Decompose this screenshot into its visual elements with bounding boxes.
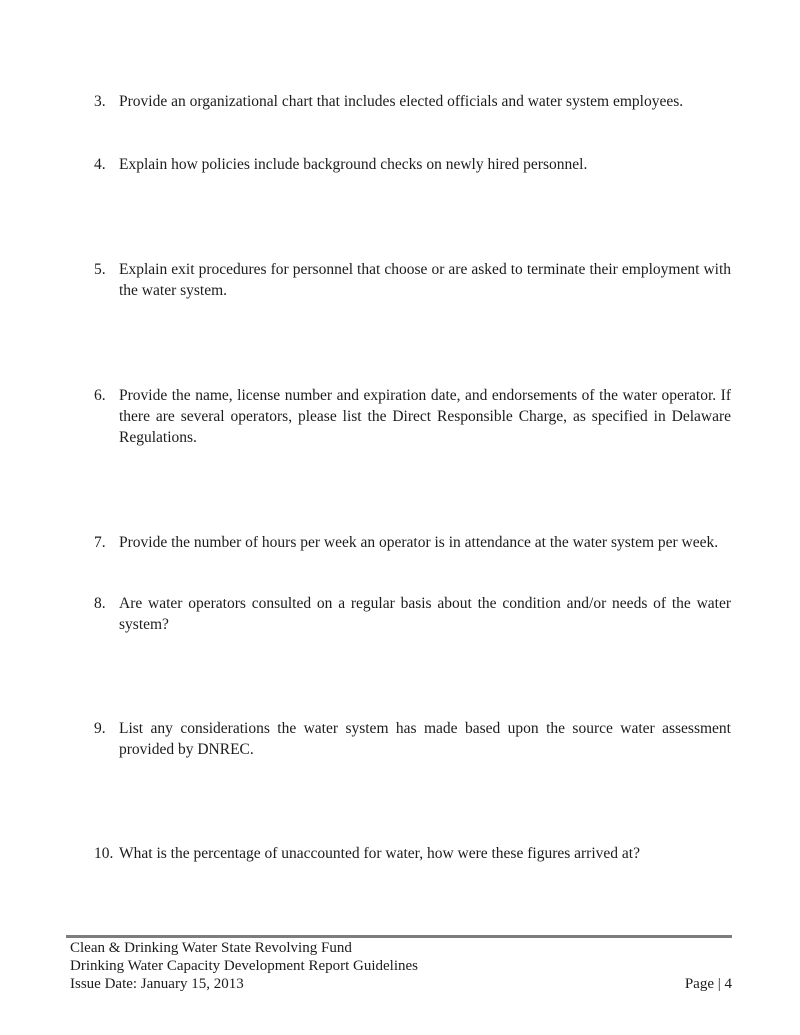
- list-item-number: 3.: [94, 93, 106, 110]
- list-item-number: 4.: [94, 156, 106, 173]
- footer-divider: [66, 935, 732, 938]
- list-item: [94, 593, 731, 635]
- list-item-text: What is the percentage of unaccounted for water, how were these figures arrived at?: [119, 845, 640, 862]
- list-item-number: 9.: [94, 720, 106, 737]
- list-item: [94, 718, 731, 760]
- list-item-number: 6.: [94, 387, 106, 404]
- list-item-number: 10.: [94, 845, 114, 862]
- footer-page-number: Page | 4: [684, 976, 732, 992]
- footer-issue-date: Issue Date: January 15, 2013: [70, 976, 244, 992]
- list-item-text: Explain how policies include background checks on newly hired personnel.: [119, 156, 588, 173]
- list-item-text: Are water operators consulted on a regular basis about the condition and/or needs of the water system?: [119, 595, 731, 633]
- list-item: [94, 91, 731, 112]
- footer: [70, 939, 630, 993]
- list-item: [94, 532, 731, 553]
- list-item: [94, 154, 731, 175]
- list-item-text: Provide an organizational chart that includes elected officials and water system employees.: [119, 93, 684, 110]
- list-item: [94, 843, 731, 864]
- list-item-text: Provide the number of hours per week an operator is in attendance at the water system per week.: [119, 534, 719, 551]
- footer-fund-name: Clean & Drinking Water State Revolving Fund: [70, 940, 352, 956]
- list-item-text: Explain exit procedures for personnel that choose or are asked to terminate their employment with the water system.: [119, 261, 731, 299]
- list-item-number: 5.: [94, 261, 106, 278]
- list-item-text: Provide the name, license number and expiration date, and endorsements of the water operator. If there are several operators, please list the Direct Responsible Charge, as specified in Delaware Regulations.: [119, 387, 731, 446]
- list-item-text: List any considerations the water system has made based upon the source water assessment provided by DNREC.: [119, 720, 731, 758]
- list-item: [94, 259, 731, 301]
- list-item-number: 8.: [94, 595, 106, 612]
- footer-report-title: Drinking Water Capacity Development Report Guidelines: [70, 958, 419, 974]
- list-item: [94, 385, 731, 448]
- list-item-number: 7.: [94, 534, 106, 551]
